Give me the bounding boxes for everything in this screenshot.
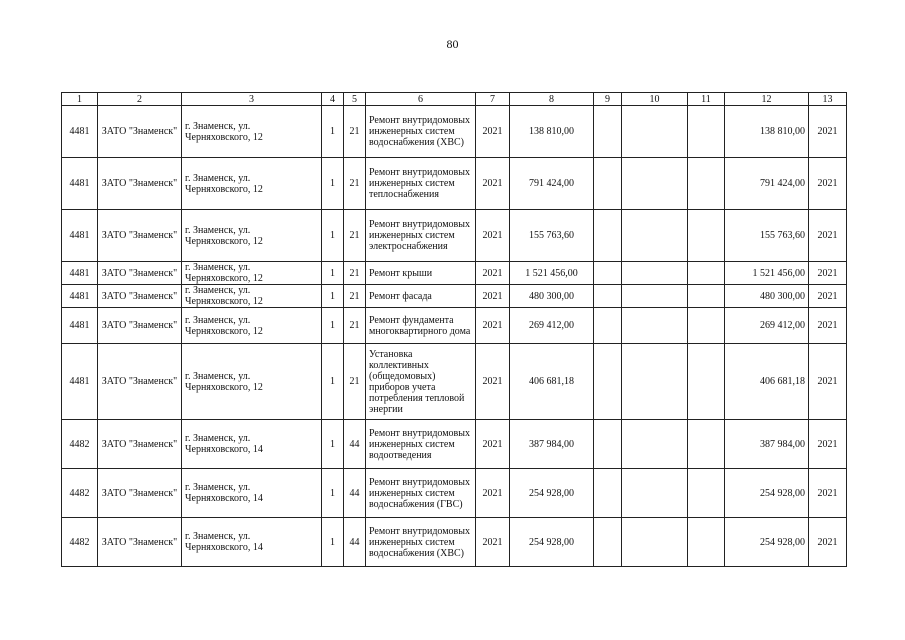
col9-cell — [594, 344, 622, 420]
col4-cell: 1 — [322, 262, 344, 285]
address-cell: г. Знаменск, ул. Черняховского, 12 — [182, 344, 322, 420]
address-cell: г. Знаменск, ул. Черняховского, 14 — [182, 469, 322, 518]
col11-cell — [688, 469, 725, 518]
column-header: 3 — [182, 93, 322, 106]
address-cell: г. Знаменск, ул. Черняховского, 12 — [182, 262, 322, 285]
work-type-cell: Ремонт внутридомовых инженерных систем водоснабжения (ХВС) — [366, 106, 476, 158]
owner-cell: ЗАТО "Знаменск" — [98, 158, 182, 210]
owner-cell: ЗАТО "Знаменск" — [98, 210, 182, 262]
column-header: 10 — [622, 93, 688, 106]
col10-cell — [622, 106, 688, 158]
row-id-cell: 4481 — [62, 285, 98, 308]
owner-cell: ЗАТО "Знаменск" — [98, 106, 182, 158]
total-cost-cell: 155 763,60 — [725, 210, 809, 262]
total-cost-cell: 387 984,00 — [725, 420, 809, 469]
col4-cell: 1 — [322, 158, 344, 210]
year-cell: 2021 — [476, 106, 510, 158]
repair-program-table — [61, 92, 847, 567]
col10-cell — [622, 210, 688, 262]
cost-cell: 269 412,00 — [510, 308, 594, 344]
column-header: 4 — [322, 93, 344, 106]
col11-cell — [688, 420, 725, 469]
col11-cell — [688, 158, 725, 210]
cost-cell: 254 928,00 — [510, 518, 594, 567]
col9-cell — [594, 210, 622, 262]
col5-cell: 21 — [344, 308, 366, 344]
row-id-cell: 4481 — [62, 344, 98, 420]
col9-cell — [594, 158, 622, 210]
total-cost-cell: 406 681,18 — [725, 344, 809, 420]
total-cost-cell: 254 928,00 — [725, 518, 809, 567]
col9-cell — [594, 262, 622, 285]
column-header: 13 — [809, 93, 847, 106]
work-type-cell: Ремонт внутридомовых инженерных систем водоотведения — [366, 420, 476, 469]
col10-cell — [622, 308, 688, 344]
completion-year-cell: 2021 — [809, 518, 847, 567]
cost-cell: 254 928,00 — [510, 469, 594, 518]
col11-cell — [688, 106, 725, 158]
cost-cell: 480 300,00 — [510, 285, 594, 308]
year-cell: 2021 — [476, 285, 510, 308]
total-cost-cell: 791 424,00 — [725, 158, 809, 210]
work-type-cell: Ремонт внутридомовых инженерных систем теплоснабжения — [366, 158, 476, 210]
col5-cell: 21 — [344, 262, 366, 285]
col11-cell — [688, 344, 725, 420]
column-header: 8 — [510, 93, 594, 106]
work-type-cell: Ремонт фундамента многоквартирного дома — [366, 308, 476, 344]
work-type-cell: Ремонт внутридомовых инженерных систем водоснабжения (ХВС) — [366, 518, 476, 567]
col4-cell: 1 — [322, 518, 344, 567]
col10-cell — [622, 420, 688, 469]
row-id-cell: 4482 — [62, 469, 98, 518]
column-header: 1 — [62, 93, 98, 106]
total-cost-cell: 138 810,00 — [725, 106, 809, 158]
column-header: 11 — [688, 93, 725, 106]
completion-year-cell: 2021 — [809, 420, 847, 469]
col5-cell: 44 — [344, 420, 366, 469]
cost-cell: 791 424,00 — [510, 158, 594, 210]
col5-cell: 21 — [344, 106, 366, 158]
col11-cell — [688, 308, 725, 344]
column-header: 7 — [476, 93, 510, 106]
work-type-cell: Ремонт внутридомовых инженерных систем электроснабжения — [366, 210, 476, 262]
address-cell: г. Знаменск, ул. Черняховского, 14 — [182, 518, 322, 567]
col9-cell — [594, 285, 622, 308]
table-row — [62, 308, 847, 344]
total-cost-cell: 1 521 456,00 — [725, 262, 809, 285]
table-row — [62, 210, 847, 262]
table-row — [62, 344, 847, 420]
year-cell: 2021 — [476, 158, 510, 210]
col11-cell — [688, 262, 725, 285]
owner-cell: ЗАТО "Знаменск" — [98, 518, 182, 567]
row-id-cell: 4481 — [62, 210, 98, 262]
owner-cell: ЗАТО "Знаменск" — [98, 469, 182, 518]
col9-cell — [594, 420, 622, 469]
col9-cell — [594, 308, 622, 344]
col4-cell: 1 — [322, 285, 344, 308]
address-cell: г. Знаменск, ул. Черняховского, 12 — [182, 210, 322, 262]
completion-year-cell: 2021 — [809, 344, 847, 420]
cost-cell: 138 810,00 — [510, 106, 594, 158]
col5-cell: 44 — [344, 518, 366, 567]
col10-cell — [622, 469, 688, 518]
table-row — [62, 469, 847, 518]
col10-cell — [622, 518, 688, 567]
work-type-cell: Установка коллективных (общедомовых) приборов учета потребления тепловой энергии — [366, 344, 476, 420]
column-header: 2 — [98, 93, 182, 106]
completion-year-cell: 2021 — [809, 106, 847, 158]
total-cost-cell: 480 300,00 — [725, 285, 809, 308]
year-cell: 2021 — [476, 518, 510, 567]
col10-cell — [622, 262, 688, 285]
address-cell: г. Знаменск, ул. Черняховского, 12 — [182, 285, 322, 308]
col5-cell: 21 — [344, 285, 366, 308]
table-row — [62, 420, 847, 469]
column-header: 12 — [725, 93, 809, 106]
year-cell: 2021 — [476, 210, 510, 262]
year-cell: 2021 — [476, 420, 510, 469]
year-cell: 2021 — [476, 262, 510, 285]
col4-cell: 1 — [322, 210, 344, 262]
owner-cell: ЗАТО "Знаменск" — [98, 420, 182, 469]
row-id-cell: 4482 — [62, 420, 98, 469]
completion-year-cell: 2021 — [809, 469, 847, 518]
table-row — [62, 262, 847, 285]
table-row — [62, 518, 847, 567]
work-type-cell: Ремонт внутридомовых инженерных систем водоснабжения (ГВС) — [366, 469, 476, 518]
total-cost-cell: 254 928,00 — [725, 469, 809, 518]
col9-cell — [594, 518, 622, 567]
work-type-cell: Ремонт фасада — [366, 285, 476, 308]
col10-cell — [622, 344, 688, 420]
address-cell: г. Знаменск, ул. Черняховского, 12 — [182, 106, 322, 158]
completion-year-cell: 2021 — [809, 210, 847, 262]
row-id-cell: 4481 — [62, 106, 98, 158]
header-row — [62, 93, 847, 106]
col9-cell — [594, 469, 622, 518]
completion-year-cell: 2021 — [809, 285, 847, 308]
col5-cell: 21 — [344, 210, 366, 262]
row-id-cell: 4481 — [62, 308, 98, 344]
address-cell: г. Знаменск, ул. Черняховского, 12 — [182, 158, 322, 210]
year-cell: 2021 — [476, 469, 510, 518]
year-cell: 2021 — [476, 344, 510, 420]
col4-cell: 1 — [322, 308, 344, 344]
cost-cell: 387 984,00 — [510, 420, 594, 469]
owner-cell: ЗАТО "Знаменск" — [98, 262, 182, 285]
col11-cell — [688, 518, 725, 567]
col10-cell — [622, 158, 688, 210]
row-id-cell: 4482 — [62, 518, 98, 567]
address-cell: г. Знаменск, ул. Черняховского, 12 — [182, 308, 322, 344]
page-number: 80 — [446, 37, 459, 51]
col5-cell: 21 — [344, 344, 366, 420]
table-row — [62, 106, 847, 158]
row-id-cell: 4481 — [62, 158, 98, 210]
year-cell: 2021 — [476, 308, 510, 344]
col11-cell — [688, 285, 725, 308]
col5-cell: 44 — [344, 469, 366, 518]
col4-cell: 1 — [322, 106, 344, 158]
col4-cell: 1 — [322, 469, 344, 518]
col4-cell: 1 — [322, 420, 344, 469]
col9-cell — [594, 106, 622, 158]
table-row — [62, 285, 847, 308]
column-header: 9 — [594, 93, 622, 106]
completion-year-cell: 2021 — [809, 158, 847, 210]
column-header: 6 — [366, 93, 476, 106]
column-header: 5 — [344, 93, 366, 106]
owner-cell: ЗАТО "Знаменск" — [98, 285, 182, 308]
work-type-cell: Ремонт крыши — [366, 262, 476, 285]
owner-cell: ЗАТО "Знаменск" — [98, 308, 182, 344]
owner-cell: ЗАТО "Знаменск" — [98, 344, 182, 420]
address-cell: г. Знаменск, ул. Черняховского, 14 — [182, 420, 322, 469]
col4-cell: 1 — [322, 344, 344, 420]
cost-cell: 1 521 456,00 — [510, 262, 594, 285]
col5-cell: 21 — [344, 158, 366, 210]
completion-year-cell: 2021 — [809, 308, 847, 344]
total-cost-cell: 269 412,00 — [725, 308, 809, 344]
col10-cell — [622, 285, 688, 308]
col11-cell — [688, 210, 725, 262]
cost-cell: 406 681,18 — [510, 344, 594, 420]
completion-year-cell: 2021 — [809, 262, 847, 285]
row-id-cell: 4481 — [62, 262, 98, 285]
table-row — [62, 158, 847, 210]
cost-cell: 155 763,60 — [510, 210, 594, 262]
